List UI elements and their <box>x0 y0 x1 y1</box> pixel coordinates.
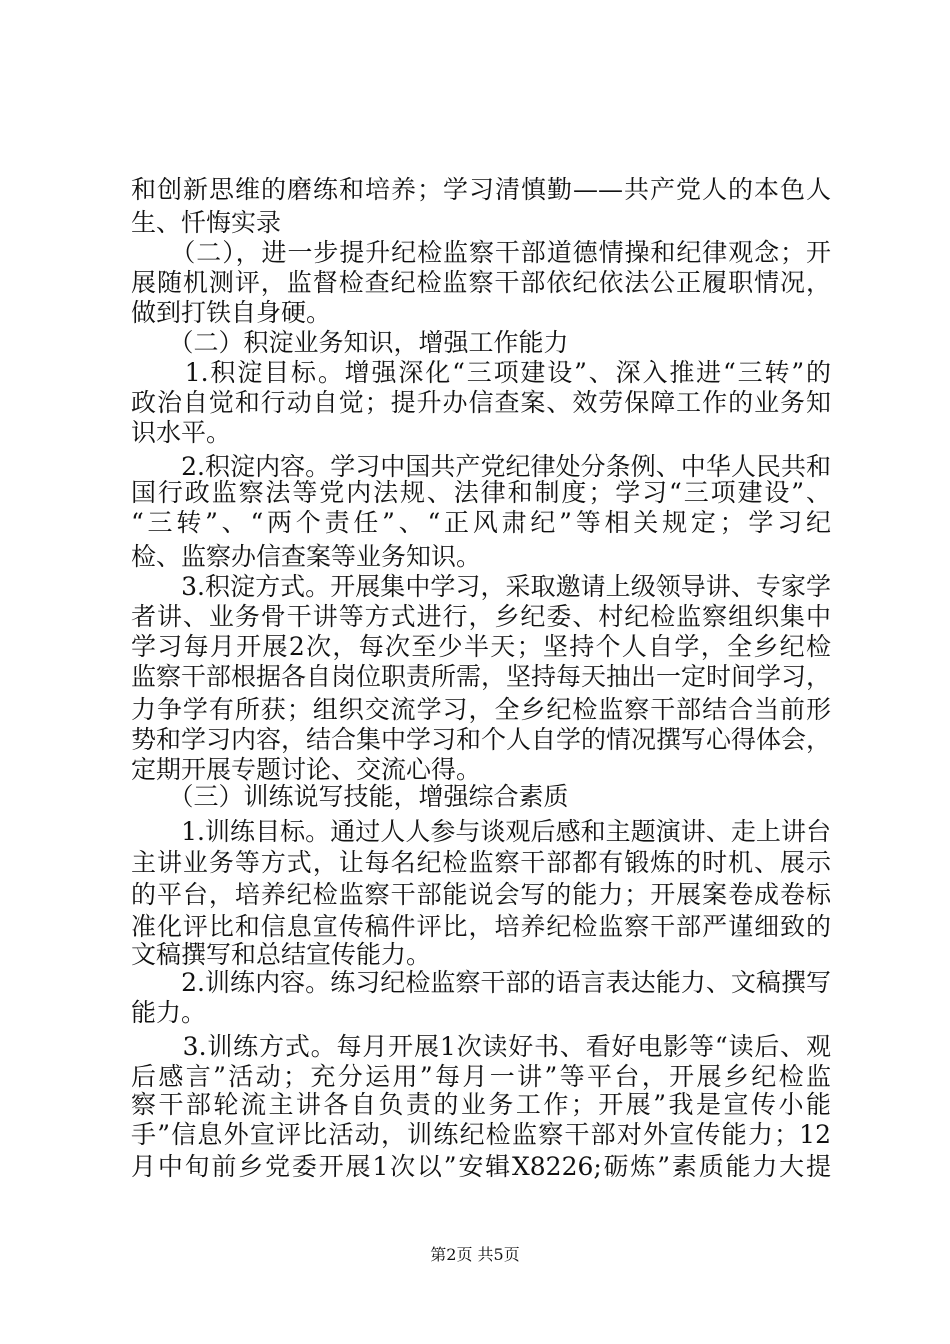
page-footer: 第2页 共5页 <box>430 1245 520 1264</box>
text-line: 政治自觉和行动自觉；提升办信查案、效劳保障工作的业务知 <box>131 388 831 417</box>
text-line: 3.训练方式。每月开展1次读好书、看好电影等“读后、观 <box>131 1032 831 1061</box>
text-line: （三）训练说写技能，增强综合素质 <box>131 782 569 811</box>
text-line: 手”信息外宣评比活动，训练纪检监察干部对外宣传能力；12 <box>131 1120 831 1149</box>
text-line: 1.训练目标。通过人人参与谈观后感和主题演讲、走上讲台 <box>131 817 831 846</box>
text-line: 和创新思维的磨练和培养；学习清慎勤——共产党人的本色人 <box>131 175 831 204</box>
text-line: 文稿撰写和总结宣传能力。 <box>131 940 432 969</box>
text-line: 的平台，培养纪检监察干部能说会写的能力；开展案卷成卷标 <box>131 880 831 909</box>
text-line: 2.积淀内容。学习中国共产党纪律处分条例、中华人民共和 <box>131 452 831 481</box>
text-line: 准化评比和信息宣传稿件评比，培养纪检监察干部严谨细致的 <box>131 912 831 941</box>
text-line: 主讲业务等方式，让每名纪检监察干部都有锻炼的时机、展示 <box>131 848 831 877</box>
text-line: （二），进一步提升纪检监察干部道德情操和纪律观念；开 <box>131 238 831 267</box>
text-line: 力争学有所获；组织交流学习，全乡纪检监察干部结合当前形 <box>131 695 831 724</box>
text-line: 者讲、业务骨干讲等方式进行，乡纪委、村纪检监察组织集中 <box>131 602 831 631</box>
text-line: （二）积淀业务知识，增强工作能力 <box>131 328 569 357</box>
text-line: 学习每月开展2次，每次至少半天；坚持个人自学，全乡纪检 <box>131 632 831 661</box>
text-line: 势和学习内容，结合集中学习和个人自学的情况撰写心得体会， <box>131 725 832 754</box>
text-line: 1.积淀目标。增强深化“三项建设”、深入推进“三转”的 <box>131 358 831 387</box>
text-line: 2.训练内容。练习纪检监察干部的语言表达能力、文稿撰写 <box>131 968 831 997</box>
text-line: 月中旬前乡党委开展1次以”安辑X8226;砺炼”素质能力大提 <box>131 1152 831 1181</box>
text-line: 展随机测评，监督检查纪检监察干部依纪依法公正履职情况， <box>131 268 831 297</box>
text-line: 检、监察办信查案等业务知识。 <box>131 542 482 571</box>
text-line: 后感言”活动；充分运用”每月一讲”等平台，开展乡纪检监 <box>131 1062 831 1091</box>
text-line: 监察干部根据各自岗位职责所需，坚持每天抽出一定时间学习， <box>131 662 832 691</box>
text-line: 定期开展专题讨论、交流心得。 <box>131 755 482 784</box>
text-line: 3.积淀方式。开展集中学习，采取邀请上级领导讲、专家学 <box>131 572 831 601</box>
text-line: 生、忏悔实录 <box>131 208 282 237</box>
text-line: 能力。 <box>131 998 207 1027</box>
text-line: 国行政监察法等党内法规、法律和制度；学习“三项建设”、 <box>131 478 831 507</box>
text-line: 识水平。 <box>131 418 232 447</box>
text-line: 察干部轮流主讲各自负责的业务工作；开展”我是宣传小能 <box>131 1090 831 1119</box>
text-line: “三转”、“两个责任”、“正风肃纪”等相关规定；学习纪 <box>131 508 831 537</box>
text-line: 做到打铁自身硬。 <box>131 298 332 327</box>
